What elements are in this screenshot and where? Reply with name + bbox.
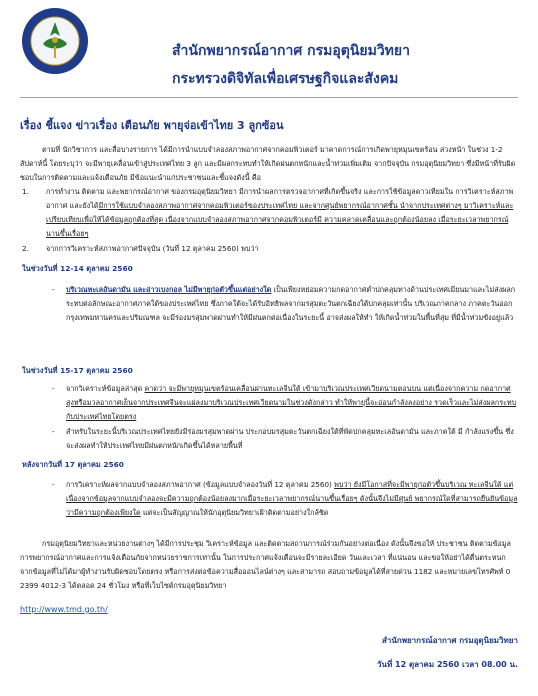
section-1-text bbox=[66, 283, 518, 325]
section-2-bullet-2: สำหรับในระยะนี้บริเวณประเทศไทยยังมีร่องมรสุมพาดผ่าน ประกอบมรสุมตะวันตกเฉียงใต้ที่พัดปกคลุมทะเลอันดามัน และภาคใต้ มี กำลังแรงขึ้น ซึ่งจะส่งผลทำให้ประเทศไทยมีฝนตกหนักเกิดขึ้นได้หลายพื้นที่ bbox=[66, 427, 514, 450]
bullet-3: - bbox=[52, 427, 55, 436]
section-3-a: การวิเคราะห์ผลจากแบบจำลองสภาพอากาศ (ข้อมูลแบบจำลองวันที่ 12 ตุลาคม 2560) bbox=[66, 480, 335, 489]
point-1-text bbox=[46, 185, 518, 241]
section-1-body: เป็นเพียงหย่อมความกดอากาศต่ำปกคลุมทางด้านประเทศเมียนมาและไม่ส่งผลกระทบต่อลักษณะอากาศภาคใต้ของประเทศไทย ซึ่งภาคใต้จะได้รับอิทธิพลจากมรสุมตะวันตกเฉียงใต้ปกคลุมเท่านั้น บริเวณภาคกลาง ภาคตะวันออก กรุงเทพมหานครและปริมณฑล จะมีร่องมรสุมพาดผ่านทำให้มีฝนตกต่อเนื่องในระยะนี้ อาจส่งผลให้ทำ ให้เกิดน้ำท่วมในพื้นที่ลุ่ม ที่มีน้ำท่วมขังอยู่แล้ว bbox=[66, 285, 516, 322]
point-1-text-b: มีการใช้แบบจำลองสภาพอากาศจากคอมพิวเตอร์ของประเทศไทย และจากศูนย์พยากรณ์อากาศชั้น นำจากประเทศต่างๆ มาวิเคราะห์และเปรียบเทียบเพื่อให้ได้ข้อมูลถูกต้องที่สุด เนื่องจากแบบจำลองสภาพอากาศจากคอมพิวเตอร์มี ความคลาดเคลื่อนและถูกต้องน้อยลง เมื่อระยะเวลาพยากรณ์นานขึ้นเรื่อยๆ bbox=[46, 201, 514, 238]
meteorological-department-logo bbox=[20, 6, 90, 76]
signature-date: วันที่ 12 ตุลาคม 2560 เวลา 08.00 น. bbox=[377, 660, 518, 669]
bullet-2: - bbox=[52, 384, 55, 393]
signature-org: สำนักพยากรณ์อากาศ กรมอุตุนิยมวิทยา bbox=[382, 636, 518, 645]
org-line-1: สำนักพยากรณ์อากาศ กรมอุตุนิยมวิทยา bbox=[172, 43, 410, 59]
section-3-title: หลังจากวันที่ 17 ตุลาคม 2560 bbox=[22, 460, 124, 469]
tmd-website-link[interactable]: http://www.tmd.go.th/ bbox=[20, 605, 108, 614]
bullet-4: - bbox=[52, 480, 55, 489]
intro-paragraph: ตามที่ นักวิชาการ และสื่อบางรายการ ได้มีการนำแบบจำลองสภาพอากาศจากคอมพิวเตอร์ มาคาดการณ์การเกิดพายุหมุนเขตร้อน ล่วงหน้า ในช่วง 1-2 สัปดาห์นี้ โดยระบุว่า จะมีพายุเคลื่อนเข้าสู่ประเทศไทย 3 ลูก และมีผลกระทบทำให้เกิดฝนตกหนักและน้ำท่วมเพิ่มเติม จากปัจจุบัน กรมอุตุนิยมวิทยา ซึ่งมีหน้าที่รับผิดชอบในการติดตามและแจ้งเตือนภัย มีข้อแนะนำแก่ประชาชนและชี้แจงดังนี้ คือ bbox=[20, 145, 516, 182]
point-1-number: 1. bbox=[22, 187, 29, 196]
point-1-text-a: การทำงาน ติดตาม และพยากรณ์อากาศ ของกรมอุตุนิยมวิทยา มีการนำผลการตรวจอากาศที่เกิดขึ้นจริง และการใช้ข้อมูลดาวเทียมใน การวิเคราะห์สภาพอากาศ และยังได้ bbox=[46, 187, 514, 210]
closing-paragraph: กรมอุตุนิยมวิทยาและหน่วยงานต่างๆ ได้มีการประชุม วิเคราะห์ข้อมูล และติดตามสถานการณ์ร่วมกันอย่างต่อเนื่อง ดังนั้นจึงขอให้ ประชาชน ติดตามข้อมูลการพยากรณ์อากาศและการแจ้งเตือนภัยจากหน่วยราชการเท่านั้น ในการประกาศแจ้งเตือนจะมีรายละเอียด วันและเวลา ที่แน่นอน และขอให้อย่าได้ตื่นตระหนกจากข้อมูลที่ไม่ได้มาผู้ทำงานรับผิดชอบโดยตรง หรือการส่งต่อข้อความสื่อออนไลน์ต่างๆ และสามารถ สอบถามข้อมูลได้ที่สายด่วน 1182 และหมายเลขโทรศัพท์ 0 2399 4012-3 ได้ตลอด 24 ชั่วโมง หรือที่เว็บไซต์กรมอุตุนิยมวิทยา bbox=[20, 539, 511, 590]
section-1-title: ในช่วงวันที่ 12-14 ตุลาคม 2560 bbox=[22, 264, 133, 273]
section-3-text bbox=[66, 478, 518, 520]
section-2-bullet-1-u: คาดว่า จะมีพายุหมุนเขตร้อนเคลื่อนผ่านทะเลจีนใต้ เข้ามาบริเวณประเทศเวียดนามตอนบน แต่เนื่องจากความ กดอากาศสูงหรือมวลอากาศเย็นจากประเทศจีนจะแผ่ลงมาบริเวณประเทศเวียดนามในช่วงดังกล่าว ทำให้พายุนี้จะอ่อนกำลังลงอย่าง รวดเร็วและไม่ส่งผลกระทบกับประเทศไทยโดยตรง bbox=[66, 384, 517, 421]
point-2-number: 2. bbox=[22, 244, 29, 253]
section-2-bullet-1-a: จากวิเคราะห์ข้อมูลล่าสุด bbox=[66, 384, 145, 393]
section-3-b: แต่จะเป็นสัญญาณให้นักอุตุนิยมวิทยาเฝ้าติดตามอย่างใกล้ชิด bbox=[140, 508, 329, 517]
bullet-1: - bbox=[52, 285, 55, 294]
divider bbox=[20, 97, 518, 98]
section-3-u: พบว่า ยังมีโอกาสที่จะมีพายุก่อตัวขึ้นบริเวณ ทะเลจีนใต้ แต่เนื่องจากข้อมูลจากแบบจำลองจะมีความถูกต้องน้อยลงมากเมื่อระยะเวลาพยากรณ์นานขึ้นเรื่อยๆ ดังนั้นจึงไม่มีศูนย์ พยากรณ์ใดที่สามารถยืนยันข้อมูลว่ามีความถูกต้องเพียงใด bbox=[66, 480, 518, 517]
section-2-title: ในช่วงวันที่ 15-17 ตุลาคม 2560 bbox=[22, 366, 133, 375]
org-line-2: กระทรวงดิจิทัลเพื่อเศรษฐกิจและสังคม bbox=[172, 71, 399, 87]
subject-heading: เรื่อง ชี้แจง ข่าวเรื่อง เตือนภัย พายุจ่อเข้าไทย 3 ลูกซ้อน bbox=[20, 119, 284, 132]
section-1-bold: บริเวณทะเลอันดามัน และอ่าวเบงกอล ไม่มีพายุก่อตัวขึ้นแต่อย่างใด bbox=[66, 285, 272, 294]
point-2-text: จากการวิเคราะห์สภาพอากาศปัจจุบัน (วันที่ 12 ตุลาคม 2560) พบว่า bbox=[46, 244, 259, 253]
section-2-bullet-1 bbox=[66, 382, 518, 424]
